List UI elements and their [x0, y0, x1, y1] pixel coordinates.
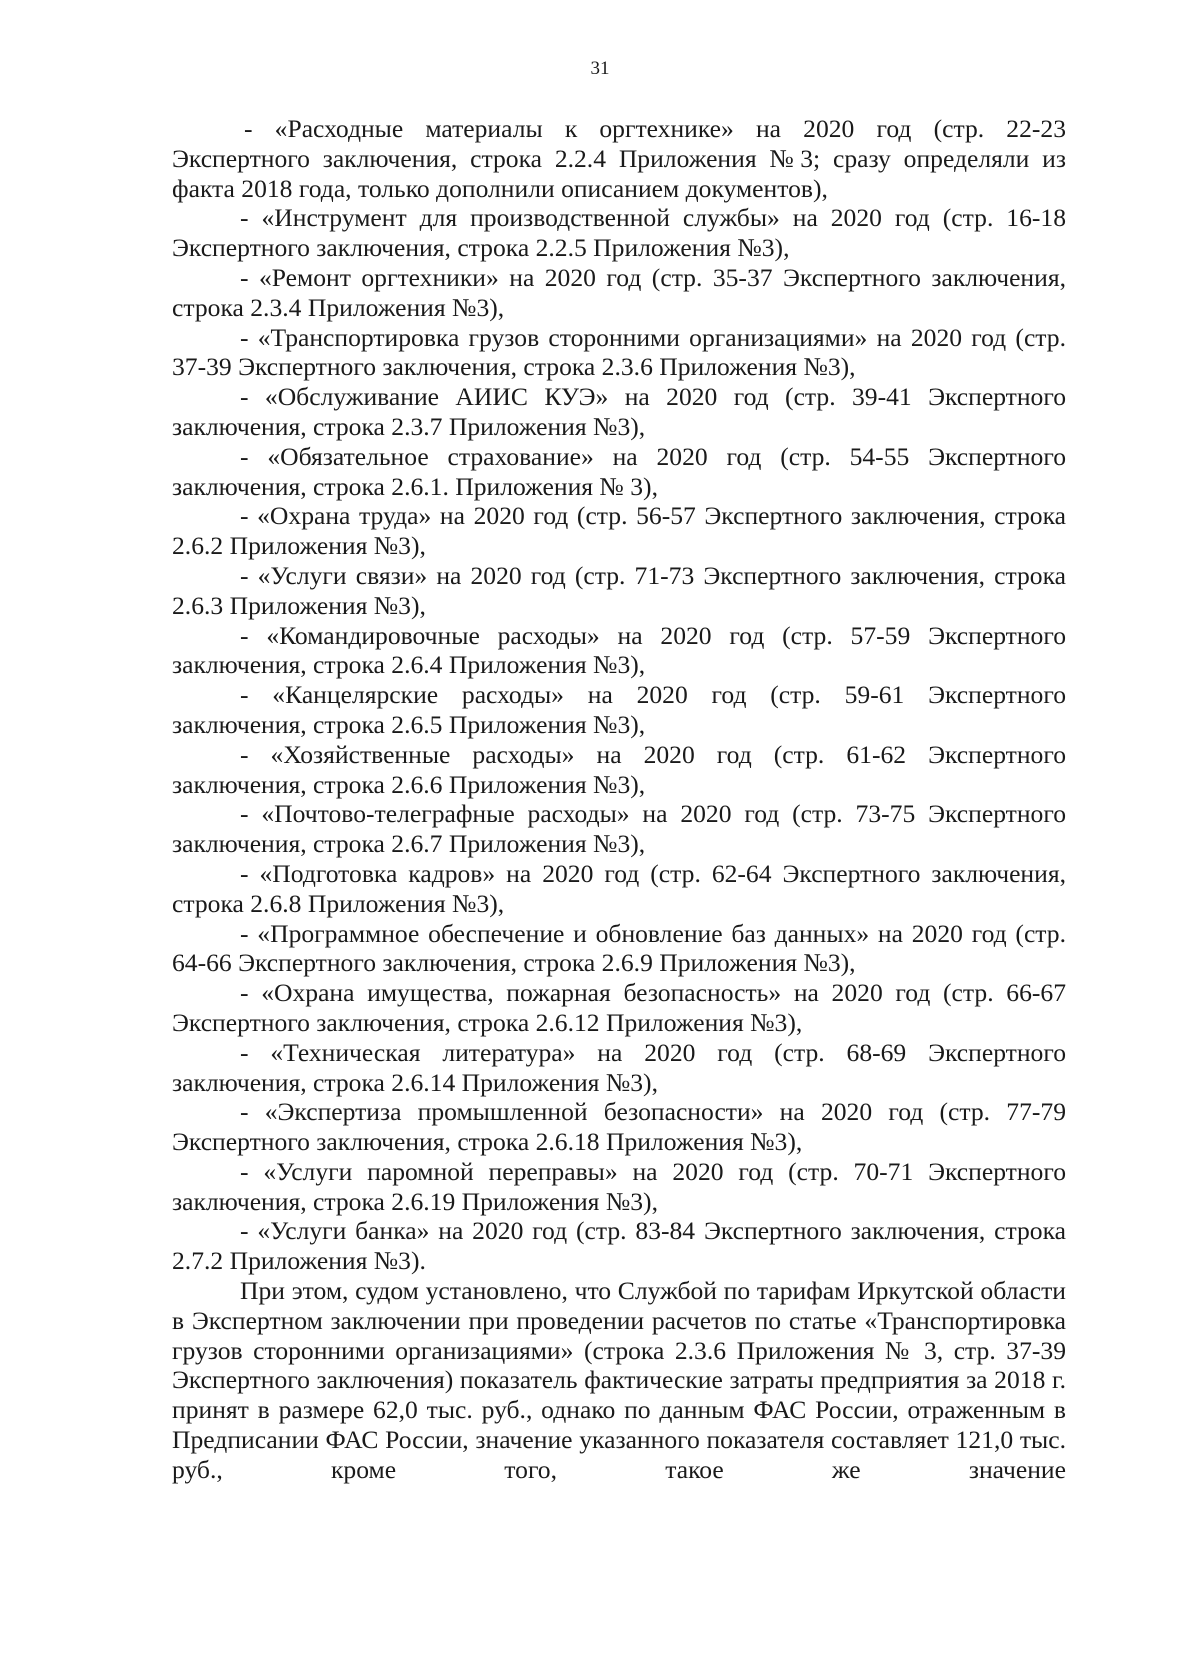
- list-item: - «Подготовка кадров» на 2020 год (стр. 62-64 Экспертного заключения, строка 2.6.8 Приложения №3),: [172, 858, 1066, 918]
- list-item: - «Хозяйственные расходы» на 2020 год (стр. 61-62 Экспертного заключения, строка 2.6.6 Приложения №3),: [172, 739, 1066, 799]
- list-item: - «Инструмент для производственной службы» на 2020 год (стр. 16-18 Экспертного заключения, строка 2.2.5 Приложения №3),: [172, 203, 1066, 263]
- list-item: - «Расходные материалы к оргтехнике» на 2020 год (стр. 22-23 Экспертного заключения, строка 2.2.4 Приложения №3; сразу определяли из факта 2018 года, только дополнили описанием документов),: [172, 114, 1066, 203]
- list-item: - «Командировочные расходы» на 2020 год (стр. 57-59 Экспертного заключения, строка 2.6.4 Приложения №3),: [172, 620, 1066, 680]
- list-item: - «Ремонт оргтехники» на 2020 год (стр. 35-37 Экспертного заключения, строка 2.3.4 Приложения №3),: [172, 262, 1066, 322]
- list-item: - «Программное обеспечение и обновление баз данных» на 2020 год (стр. 64-66 Экспертного заключения, строка 2.6.9 Приложения №3),: [172, 918, 1066, 978]
- list-item: - «Услуги банка» на 2020 год (стр. 83-84 Экспертного заключения, строка 2.7.2 Приложения №3).: [172, 1216, 1066, 1276]
- list-item: - «Охрана имущества, пожарная безопасность» на 2020 год (стр. 66-67 Экспертного заключения, строка 2.6.12 Приложения №3),: [172, 978, 1066, 1037]
- page-number: 31: [590, 58, 610, 79]
- list-item: - «Охрана труда» на 2020 год (стр. 56-57 Экспертного заключения, строка 2.6.2 Приложения №3),: [172, 501, 1066, 561]
- list-item: - «Техническая литература» на 2020 год (стр. 68-69 Экспертного заключения, строка 2.6.14 Приложения №3),: [172, 1037, 1066, 1097]
- list-item: - «Почтово-телеграфные расходы» на 2020 год (стр. 73-75 Экспертного заключения, строка 2.6.7 Приложения №3),: [172, 799, 1066, 859]
- list-item: - «Услуги паромной переправы» на 2020 год (стр. 70-71 Экспертного заключения, строка 2.6.19 Приложения №3),: [172, 1156, 1066, 1216]
- list-item: - «Канцелярские расходы» на 2020 год (стр. 59-61 Экспертного заключения, строка 2.6.5 Приложения №3),: [172, 680, 1066, 739]
- list-item: - «Обязательное страхование» на 2020 год (стр. 54-55 Экспертного заключения, строка 2.6.1. Приложения № 3),: [172, 441, 1066, 501]
- document-body: [172, 114, 1066, 1485]
- list-item: - «Транспортировка грузов сторонними организациями» на 2020 год (стр. 37-39 Экспертного заключения, строка 2.3.6 Приложения №3),: [172, 322, 1066, 382]
- list-item: - «Экспертиза промышленной безопасности» на 2020 год (стр. 77-79 Экспертного заключения, строка 2.6.18 Приложения №3),: [172, 1097, 1066, 1157]
- closing-paragraph: При этом, судом установлено, что Службой по тарифам Иркутской области в Экспертном заключении при проведении расчетов по статье «Транспортировка грузов сторонними организациями» (строка 2.3.6 Приложения № 3, стр. 37-39 Экспертного заключения) показатель фактические затраты предприятия за 2018 г. принят в размере 62,0 тыс. руб., однако по данным ФАС России, отраженным в Предписании ФАС России, значение указанного показателя составляет 121,0 тыс. руб., кроме того, такое же значение: [172, 1276, 1066, 1484]
- list-item: - «Услуги связи» на 2020 год (стр. 71-73 Экспертного заключения, строка 2.6.3 Приложения №3),: [172, 560, 1066, 620]
- list-item: - «Обслуживание АИИС КУЭ» на 2020 год (стр. 39-41 Экспертного заключения, строка 2.3.7 Приложения №3),: [172, 382, 1066, 441]
